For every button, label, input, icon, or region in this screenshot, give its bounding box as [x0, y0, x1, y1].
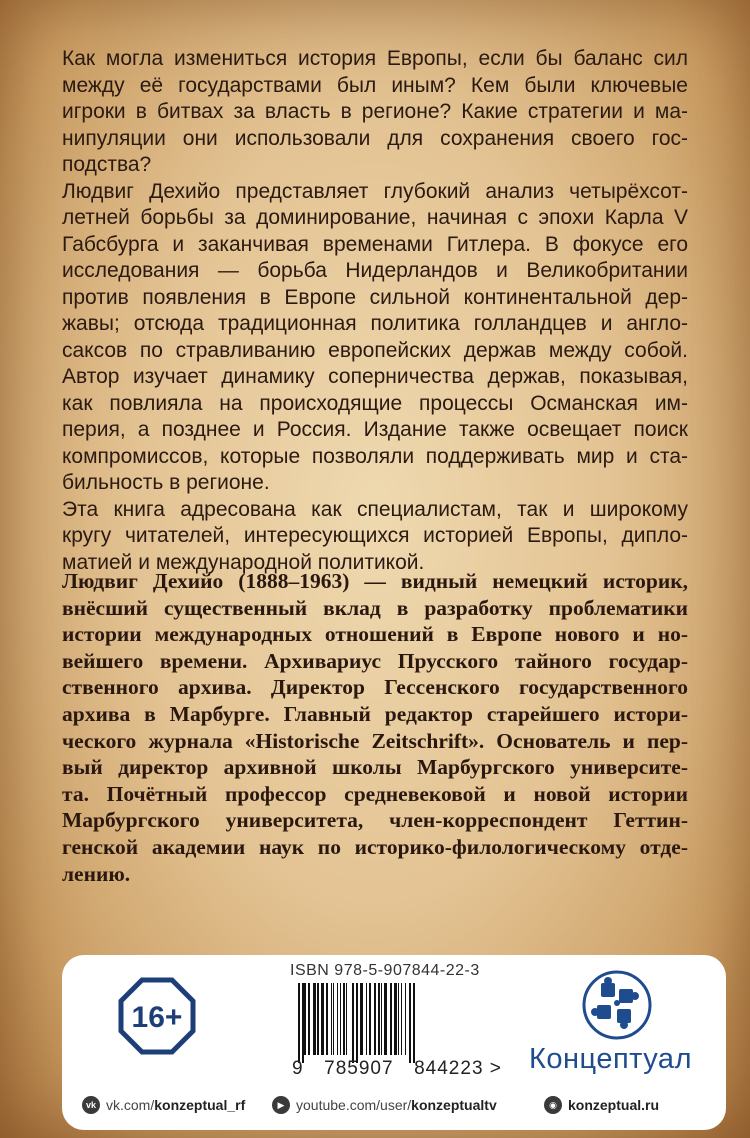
social-handle: konzeptualtv [411, 1097, 497, 1113]
text-line: Эта книга адресована как специалистам, так и широкому [62, 497, 688, 521]
barcode-digit-end: > [489, 1058, 502, 1079]
text-line: Автор изучает динамику соперничества держав, показывая, [62, 365, 688, 388]
text-line: игроки в битвах за власть в регионе? Какие стратегии и ма- [62, 100, 688, 123]
text-line: ственного архива. Директор Гессенского государственного [62, 675, 688, 700]
isbn-label: ISBN 978-5-907844-22-3 [290, 962, 480, 979]
text-line: Марбургского университета, член-корреспондент Геттин- [62, 808, 688, 833]
publisher-name: Концептуал [529, 1043, 692, 1075]
barcode-bar [356, 983, 358, 1063]
social-handle: konzeptual_rf [154, 1097, 246, 1113]
barcode-bar [298, 983, 300, 1063]
barcode-bar [366, 983, 367, 1055]
barcode-bar [390, 983, 392, 1055]
barcode-bar [304, 983, 306, 1055]
annotation-text [62, 46, 688, 576]
text-line: истории международных отношений в Европе нового и но- [62, 622, 688, 647]
text-line: Людвиг Дехийо представляет глубокий анализ четырёхсот- [62, 179, 688, 203]
text-line: вейшего времени. Архивариус Прусского тайного государ- [62, 648, 688, 673]
text-line: компромиссов, которые позволяли поддерживать мир и ста- [62, 444, 688, 468]
barcode-digits [292, 1058, 502, 1080]
barcode-bar [337, 983, 338, 1055]
text-line: ческого журнала «Historische Zeitschrift». Основатель и пер- [62, 728, 688, 753]
text-line: вый директор архивной школы Марбургского университе- [62, 755, 688, 780]
text-line: между её государствами был иным? Кем были ключевые [62, 73, 688, 97]
barcode-bar [381, 983, 382, 1055]
bio-paragraph [62, 568, 688, 887]
text-line: нипуляции они использовали для сохранения своего гос- [62, 126, 688, 150]
barcode-bars [294, 983, 564, 1063]
social-prefix: vk.com/ [106, 1097, 155, 1113]
text-line: летней борьбы за доминирование, начиная с эпохи Карла V [62, 206, 688, 229]
barcode-bar [378, 983, 380, 1055]
barcode-digit-first: 9 [292, 1058, 304, 1079]
text-line: Как могла измениться история Европы, если бы баланс сил [62, 47, 688, 70]
publisher-info-panel [62, 955, 726, 1130]
annotation-paragraph-3 [62, 497, 688, 577]
barcode-bar [401, 983, 402, 1055]
barcode-bar [333, 983, 334, 1055]
author-bio [62, 568, 688, 887]
text-line: жавы; отсюда традиционная политика голландцев и англо- [62, 312, 688, 335]
barcode-bar [413, 983, 415, 1063]
barcode-bar [398, 983, 399, 1055]
barcode-bar [317, 983, 319, 1055]
social-link-youtube[interactable] [272, 1095, 497, 1115]
barcode-bar [326, 983, 328, 1055]
barcode-bar [352, 983, 354, 1063]
text-line: саксов по стравливанию европейских держав между собой. [62, 338, 688, 362]
barcode-bar [409, 983, 411, 1063]
text-line: подства? [62, 153, 152, 176]
age-rating-text: 16+ [131, 1001, 183, 1034]
barcode-digits-right: 844223 [414, 1058, 484, 1079]
text-line: матией и международной политикой. [62, 550, 425, 574]
barcode-bar [313, 983, 316, 1055]
text-line: против появления в Европе сильной континентальной дер- [62, 285, 688, 309]
annotation-paragraph-2 [62, 179, 688, 497]
barcode-bar [321, 983, 324, 1055]
puzzle-icon [581, 969, 653, 1041]
text-line: исследования — борьба Нидерландов и Великобритании [62, 259, 688, 282]
barcode-bar [405, 983, 406, 1055]
text-line: Людвиг Дехийо (1888–1963) — видный немецкий историк, [62, 569, 688, 593]
barcode-bar [384, 983, 387, 1055]
barcode-bar [331, 983, 332, 1055]
barcode-digits-left: 785907 [324, 1058, 394, 1079]
social-prefix: youtube.com/user/ [296, 1097, 412, 1113]
text-line: та. Почётный профессор средневековой и новой истории [62, 781, 688, 806]
age-rating-badge [118, 977, 196, 1055]
barcode-bar [302, 983, 304, 1063]
text-line: перия, а позднее и Россия. Издание также освещает поиск [62, 418, 688, 441]
barcode-bar [343, 983, 345, 1055]
social-link-vk[interactable] [82, 1095, 245, 1115]
barcode-bar [340, 983, 341, 1055]
text-line: лению. [62, 861, 131, 886]
barcode-bar [308, 983, 310, 1055]
barcode [294, 983, 564, 1063]
barcode-bar [374, 983, 376, 1055]
globe-icon: ◉ [544, 1096, 562, 1114]
barcode-bar [360, 983, 363, 1055]
barcode-bar [346, 983, 347, 1055]
text-line: архива в Марбурге. Главный редактор старейшего истори- [62, 701, 688, 726]
text-line: как повлияла на происходящие процессы Османская им- [62, 391, 688, 415]
barcode-bar [369, 983, 371, 1055]
social-link-site[interactable] [544, 1095, 659, 1115]
social-handle: konzeptual.ru [568, 1097, 660, 1113]
age-rating-shape [118, 977, 196, 1055]
vk-icon: vk [82, 1096, 100, 1114]
text-line: Габсбурга и заканчивая временами Гитлера. В фокусе его [62, 232, 688, 256]
youtube-icon: ▶ [272, 1096, 290, 1114]
text-line: внёсший существенный вклад в разработку проблематики [62, 595, 688, 620]
annotation-paragraph-1 [62, 46, 688, 179]
text-line: кругу читателей, интересующихся историей Европы, дипло- [62, 524, 688, 547]
text-line: бильность в регионе. [62, 471, 270, 494]
barcode-bar [394, 983, 397, 1055]
text-line: генской академии наук по историко-филологическому отде- [62, 834, 688, 859]
